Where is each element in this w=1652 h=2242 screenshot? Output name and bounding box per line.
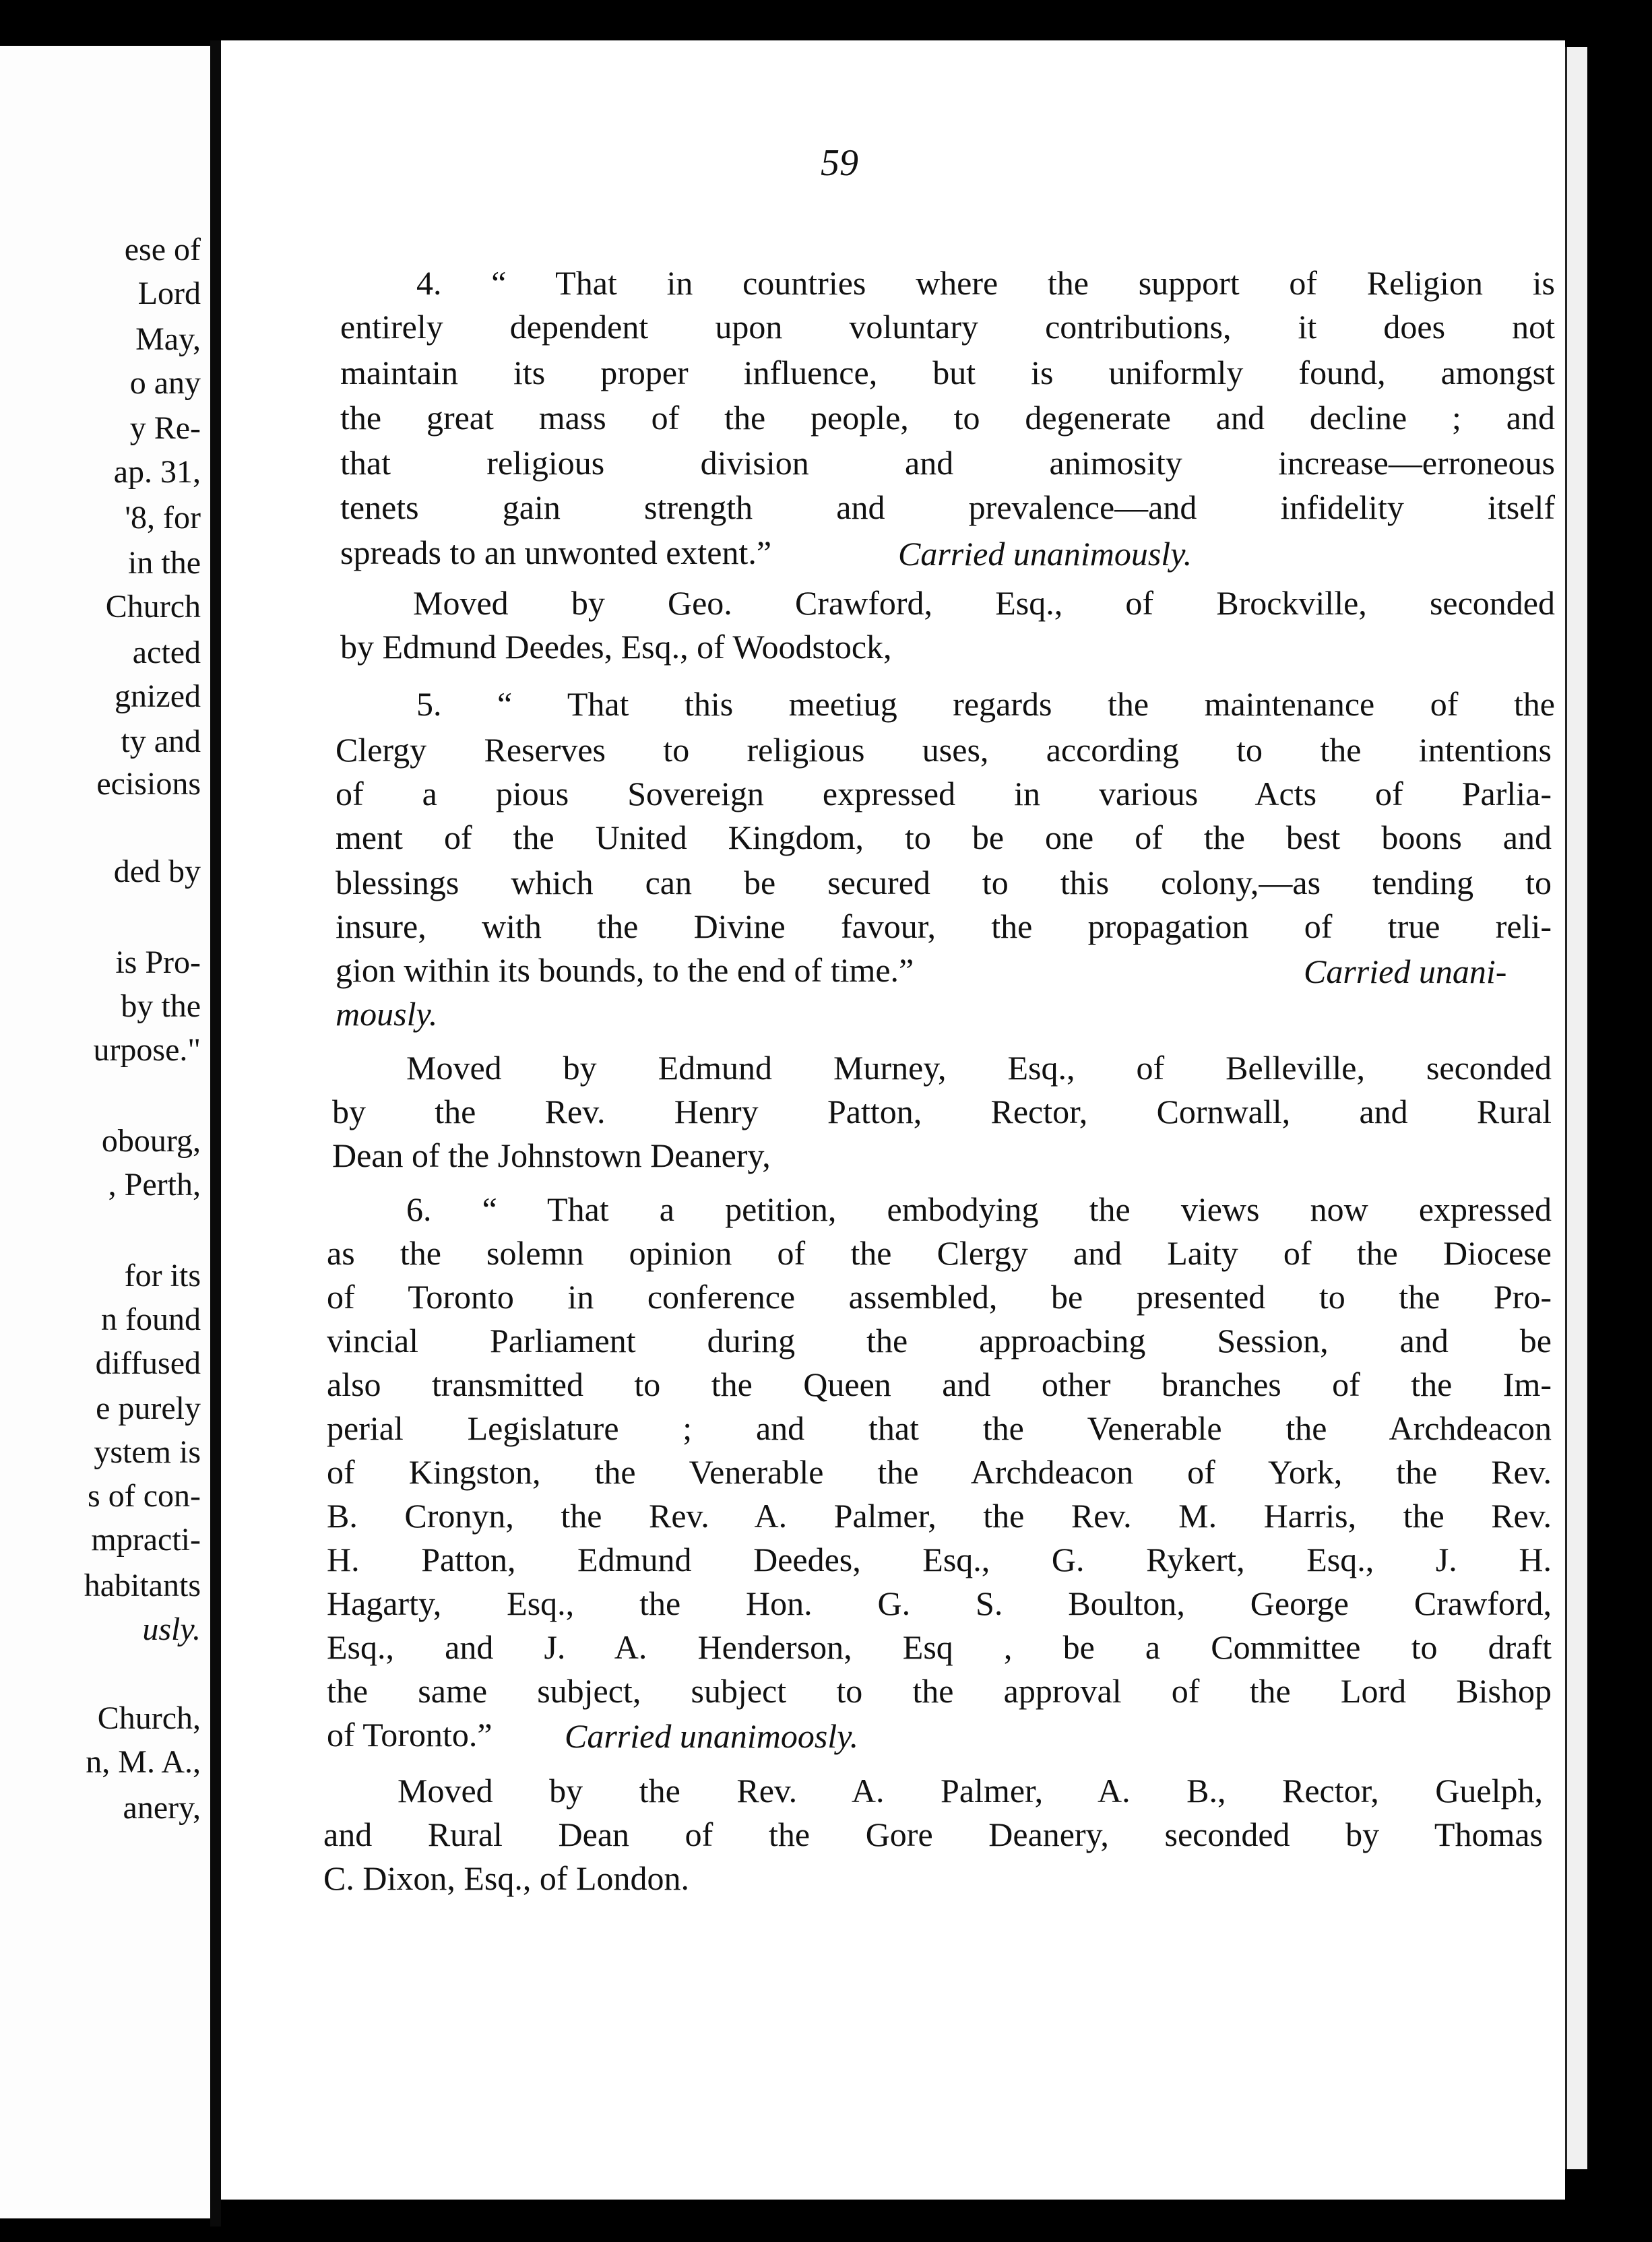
- text-line: perial Legislature ; and that the Venerable the Archdeacon: [327, 1409, 1552, 1447]
- text-line: Hagarty, Esq., the Hon. G. S. Boulton, George Crawford,: [327, 1584, 1552, 1622]
- text-line: Esq., and J. A. Henderson, Esq , be a Committee to draft: [327, 1628, 1552, 1666]
- left-page-text-line: in the: [128, 545, 201, 581]
- text-line: Dean of the Johnstown Deanery,: [332, 1136, 771, 1174]
- text-line: the great mass of the people, to degenerate and decline ; and: [340, 399, 1555, 437]
- left-page-text-line: ystem is: [94, 1434, 201, 1470]
- text-line: 5. “ That this meetiug regards the maintenance of the: [416, 685, 1555, 723]
- text-line: B. Cronyn, the Rev. A. Palmer, the Rev. M. Harris, the Rev.: [327, 1497, 1552, 1535]
- left-page-text-line: n found: [101, 1302, 201, 1337]
- left-page-text-line: diffused: [95, 1345, 201, 1381]
- text-line: of Toronto in conference assembled, be presented to the Pro-: [327, 1278, 1552, 1316]
- text-line: gion within its bounds, to the end of time.”: [336, 951, 914, 989]
- text-line: Moved by Geo. Crawford, Esq., of Brockville, seconded: [413, 584, 1555, 622]
- text-line: by Edmund Deedes, Esq., of Woodstock,: [340, 628, 892, 666]
- left-page-text-line: for its: [124, 1258, 201, 1293]
- text-line: C. Dixon, Esq., of London.: [323, 1859, 690, 1897]
- carried-note: mously.: [336, 995, 438, 1033]
- left-page-text-line: e purely: [96, 1390, 201, 1426]
- left-page-text-line: is Pro-: [115, 944, 201, 980]
- left-page-fragment: [0, 46, 210, 2218]
- text-line: entirely dependent upon voluntary contributions, it does not: [340, 308, 1555, 346]
- text-line: that religious division and animosity increase—erroneous: [340, 444, 1555, 482]
- text-line: Moved by the Rev. A. Palmer, A. B., Rector, Guelph,: [398, 1772, 1543, 1809]
- carried-note: Carried unanimoosly.: [565, 1717, 859, 1755]
- left-page-text-line: ded by: [113, 854, 201, 889]
- text-line: of a pious Sovereign expressed in various Acts of Parlia-: [336, 775, 1552, 812]
- left-page-text-line: Church: [105, 589, 201, 624]
- text-line: vincial Parliament during the approacbing Session, and be: [327, 1322, 1552, 1359]
- text-line: ment of the United Kingdom, to be one of the best boons and: [336, 819, 1552, 856]
- text-line: Clergy Reserves to religious uses, according to the intentions: [336, 731, 1552, 769]
- left-page-text-line: ty and: [121, 724, 201, 759]
- left-page-text-line: habitants: [84, 1568, 201, 1603]
- left-page-text-line: mpracti-: [91, 1522, 201, 1558]
- text-line: also transmitted to the Queen and other branches of the Im-: [327, 1366, 1552, 1403]
- text-line: maintain its proper influence, but is uniformly found, amongst: [340, 354, 1555, 391]
- text-line: 4. “ That in countries where the support of Religion is: [416, 264, 1555, 302]
- right-page: [221, 40, 1565, 2200]
- left-page-text-line: ecisions: [96, 766, 201, 802]
- text-line: Moved by Edmund Murney, Esq., of Belleville, seconded: [406, 1049, 1552, 1087]
- text-line: tenets gain strength and prevalence—and infidelity itself: [340, 488, 1555, 526]
- left-page-text-line: gnized: [115, 678, 201, 714]
- left-page-text-line: ap. 31,: [113, 454, 201, 490]
- left-page-text-line: ese of: [124, 232, 201, 267]
- text-line: by the Rev. Henry Patton, Rector, Cornwall, and Rural: [332, 1093, 1552, 1130]
- text-line: the same subject, subject to the approval of the Lord Bishop: [327, 1672, 1552, 1710]
- text-line: as the solemn opinion of the Clergy and Laity of the Diocese: [327, 1234, 1552, 1272]
- text-line: of Toronto.”: [327, 1716, 493, 1754]
- left-page-text-line: acted: [132, 635, 201, 670]
- text-line: 6. “ That a petition, embodying the views now expressed: [406, 1190, 1552, 1228]
- left-page-text-line: by the: [121, 988, 201, 1024]
- left-page-text-line: Church,: [97, 1700, 201, 1736]
- text-line: spreads to an unwonted extent.”: [340, 534, 772, 571]
- left-page-text-line: May,: [135, 321, 201, 357]
- left-page-text-line: n, M. A.,: [86, 1744, 201, 1780]
- left-page-text-line: , Perth,: [108, 1167, 201, 1203]
- left-page-text-line: anery,: [123, 1790, 201, 1826]
- page-edge: [1565, 47, 1587, 2169]
- left-page-text-line: obourg,: [101, 1123, 201, 1159]
- text-line: and Rural Dean of the Gore Deanery, seconded by Thomas: [323, 1816, 1543, 1853]
- left-page-text-line: Lord: [137, 276, 201, 311]
- text-line: blessings which can be secured to this colony,—as tending to: [336, 864, 1552, 901]
- left-page-text-line: usly.: [142, 1611, 201, 1647]
- text-line: H. Patton, Edmund Deedes, Esq., G. Rykert, Esq., J. H.: [327, 1541, 1552, 1578]
- left-page-text-line: s of con-: [88, 1478, 201, 1514]
- left-page-text-line: y Re-: [129, 410, 201, 446]
- carried-note: Carried unanimously.: [898, 535, 1193, 573]
- page-number: 59: [821, 142, 858, 184]
- book-gutter: [210, 40, 221, 2227]
- left-page-text-line: urpose.": [93, 1032, 201, 1068]
- left-page-text-line: o any: [129, 365, 201, 401]
- left-page-text-line: '8, for: [125, 500, 201, 536]
- text-line: of Kingston, the Venerable the Archdeacon of York, the Rev.: [327, 1453, 1552, 1491]
- carried-note: Carried unani-: [1304, 953, 1507, 990]
- text-line: insure, with the Divine favour, the propagation of true reli-: [336, 907, 1552, 945]
